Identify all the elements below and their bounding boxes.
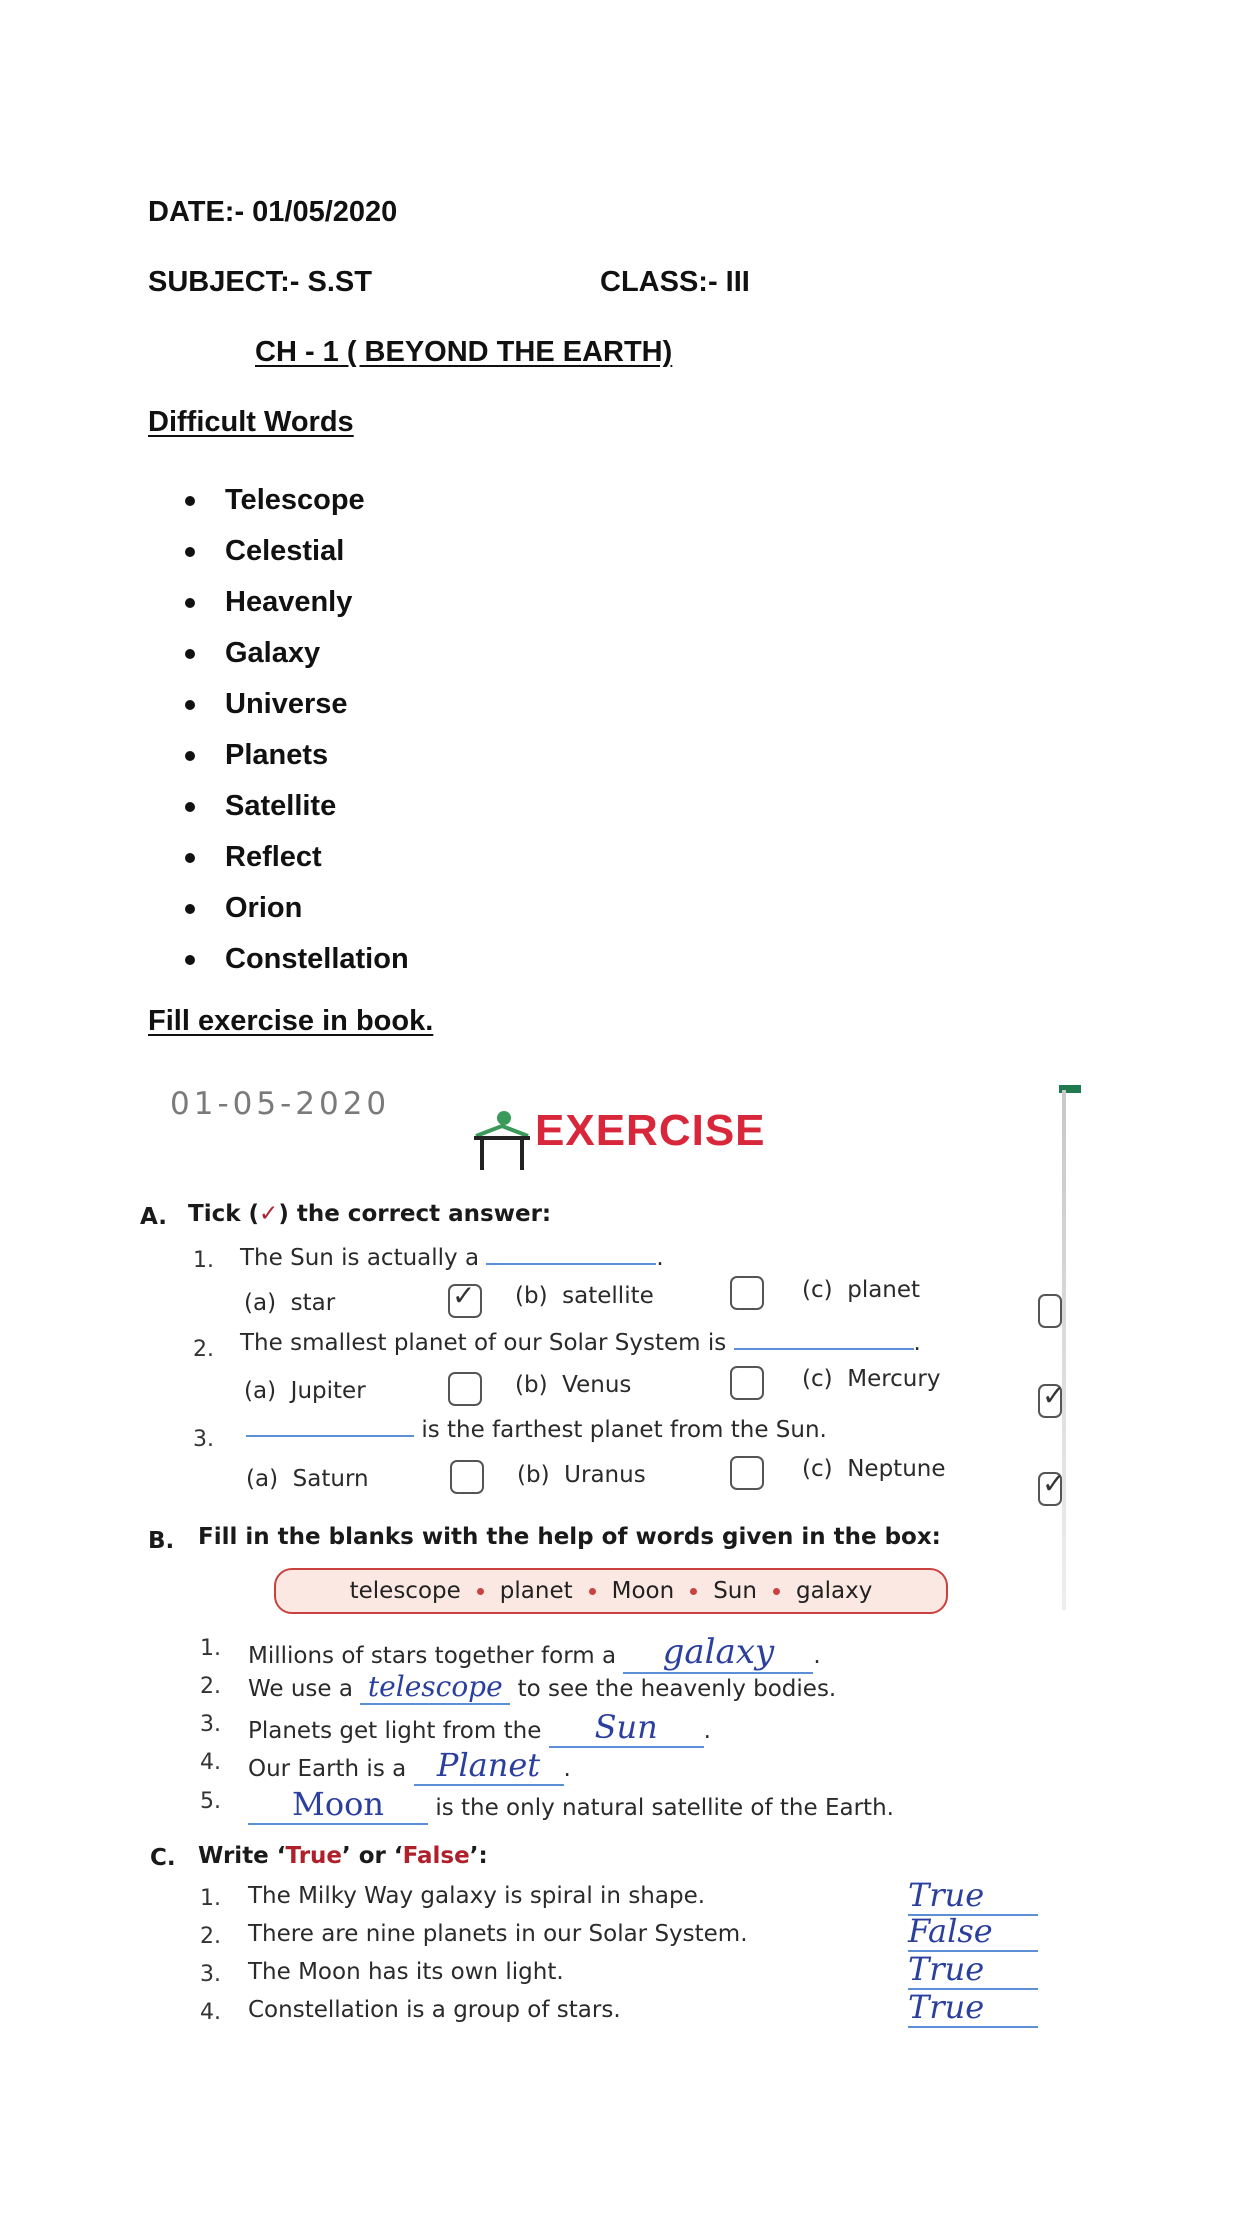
list-item: Celestial: [185, 526, 409, 577]
exercise-title: EXERCISE: [535, 1106, 766, 1155]
question-number: 1.: [193, 1248, 214, 1273]
handwritten-answer: telescope: [367, 1670, 503, 1703]
option-c: (c) Neptune: [802, 1456, 946, 1482]
option-b: (b) satellite: [515, 1283, 654, 1309]
handwritten-answer: False: [908, 1912, 993, 1950]
subject-line: SUBJECT:- S.ST: [148, 266, 372, 298]
option-c: (c) planet: [802, 1277, 921, 1303]
list-item: Satellite: [185, 781, 409, 832]
answer-line: [908, 1876, 1038, 1916]
fill-item: Millions of stars together form a galaxy .: [248, 1632, 821, 1672]
question-number: 3.: [193, 1427, 214, 1452]
option-c: (c) Mercury: [802, 1366, 941, 1392]
answer-line: [908, 1912, 1038, 1952]
word-box: telescope planet Moon Sun galaxy: [274, 1568, 948, 1614]
list-item: Heavenly: [185, 577, 409, 628]
question-text: is the farthest planet from the Sun.: [246, 1417, 827, 1443]
section-b-letter: B.: [148, 1528, 175, 1554]
handwritten-answer: Sun: [594, 1708, 658, 1746]
statement-text: There are nine planets in our Solar System.: [248, 1921, 748, 1947]
handwritten-date: 01-05-2020: [170, 1086, 391, 1122]
option-a: (a) star: [244, 1290, 336, 1316]
list-item: Universe: [185, 679, 409, 730]
statement-text: The Moon has its own light.: [248, 1959, 564, 1985]
list-item: Reflect: [185, 832, 409, 883]
section-b-title: Fill in the blanks with the help of words given in the box:: [198, 1524, 941, 1550]
checkbox[interactable]: [1038, 1294, 1062, 1328]
handwritten-answer: galaxy: [662, 1632, 775, 1672]
class-line: CLASS:- III: [600, 266, 750, 298]
instruction-line: Fill exercise in book.: [148, 1005, 434, 1037]
item-number: 1.: [200, 1886, 221, 1911]
check-icon: ✓: [1042, 1468, 1066, 1499]
item-number: 3.: [200, 1962, 221, 1987]
list-item: Orion: [185, 883, 409, 934]
checkbox[interactable]: [730, 1456, 764, 1490]
handwritten-answer: True: [908, 1988, 985, 2026]
check-icon: ✓: [452, 1280, 476, 1311]
desk-icon: [472, 1108, 532, 1172]
question-text: The smallest planet of our Solar System is .: [240, 1330, 921, 1356]
item-number: 1.: [200, 1636, 221, 1661]
section-c-letter: C.: [150, 1845, 176, 1871]
chapter-title: CH - 1 ( BEYOND THE EARTH): [255, 336, 673, 368]
page-edge: [1062, 1090, 1066, 1610]
checkbox[interactable]: [730, 1366, 764, 1400]
option-a: (a) Saturn: [246, 1466, 369, 1492]
list-item: Galaxy: [185, 628, 409, 679]
item-number: 2.: [200, 1924, 221, 1949]
option-b: (b) Uranus: [517, 1462, 646, 1488]
list-item: Planets: [185, 730, 409, 781]
checkbox[interactable]: [730, 1276, 764, 1310]
option-a: (a) Jupiter: [244, 1378, 366, 1404]
item-number: 5.: [200, 1789, 221, 1814]
handwritten-answer: True: [908, 1950, 985, 1988]
item-number: 4.: [200, 1750, 221, 1775]
list-item: Telescope: [185, 475, 409, 526]
statement-text: The Milky Way galaxy is spiral in shape.: [248, 1883, 706, 1909]
check-icon: ✓: [1042, 1380, 1066, 1411]
item-number: 4.: [200, 2000, 221, 2025]
item-number: 2.: [200, 1674, 221, 1699]
fill-item: Planets get light from the Sun .: [248, 1708, 711, 1746]
question-number: 2.: [193, 1337, 214, 1362]
statement-text: Constellation is a group of stars.: [248, 1997, 621, 2023]
answer-line: [908, 1950, 1038, 1990]
question-text: The Sun is actually a .: [240, 1245, 664, 1271]
list-item: Constellation: [185, 934, 409, 985]
date-line: DATE:- 01/05/2020: [148, 196, 398, 228]
fill-item: Our Earth is a Planet .: [248, 1746, 571, 1784]
checkbox[interactable]: [448, 1372, 482, 1406]
handwritten-answer: True: [908, 1876, 985, 1914]
fill-item: We use a telescope to see the heavenly bodies.: [248, 1670, 837, 1703]
fill-item: Moon is the only natural satellite of the Earth.: [248, 1785, 894, 1825]
option-b: (b) Venus: [515, 1372, 632, 1398]
answer-blank: [486, 1263, 656, 1265]
difficult-words-list: [185, 475, 409, 985]
item-number: 3.: [200, 1712, 221, 1737]
answer-blank: [734, 1348, 914, 1350]
tick-mark-icon: ✓: [259, 1201, 279, 1227]
handwritten-answer: Planet: [436, 1746, 541, 1784]
section-a-title: Tick (✓) the correct answer:: [188, 1201, 552, 1227]
section-c-title: Write ‘True’ or ‘False’:: [198, 1843, 488, 1869]
checkbox[interactable]: [450, 1460, 484, 1494]
section-a-letter: A.: [140, 1204, 167, 1230]
answer-blank: [246, 1435, 414, 1437]
handwritten-answer: Moon: [292, 1785, 384, 1823]
answer-line: [908, 1988, 1038, 2028]
difficult-words-heading: Difficult Words: [148, 406, 354, 438]
